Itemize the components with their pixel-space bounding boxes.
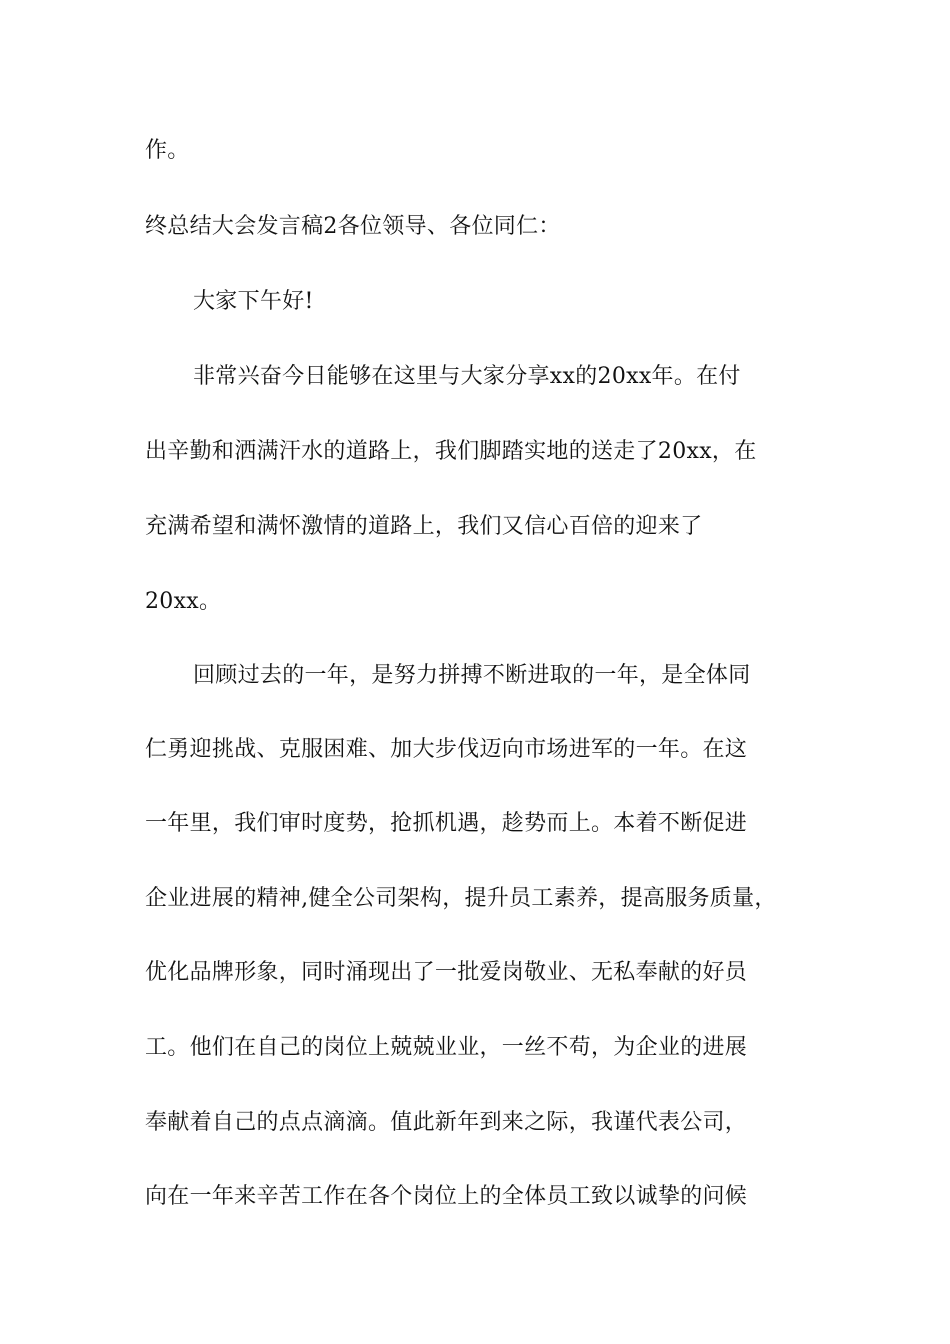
text-line-paragraph1-1: 非常兴奋今日能够在这里与大家分享xx的20xx年。在付 bbox=[193, 364, 741, 389]
text-line-paragraph2-7: 奉献着自己的点点滴滴。值此新年到来之际，我谨代表公司， bbox=[145, 1110, 748, 1135]
text-line-paragraph2-1: 回顾过去的一年，是努力拼搏不断进取的一年，是全体同 bbox=[193, 663, 751, 688]
text-line-paragraph2-5: 优化品牌形象，同时涌现出了一批爱岗敬业、无私奉献的好员 bbox=[145, 960, 748, 985]
text-line-paragraph2-3: 一年里，我们审时度势，抢抓机遇，趁势而上。本着不断促进 bbox=[145, 811, 748, 836]
text-line-greeting: 大家下午好! bbox=[193, 289, 314, 314]
text-line-paragraph2-2: 仁勇迎挑战、克服困难、加大步伐迈向市场进军的一年。在这 bbox=[145, 737, 748, 762]
text-line-paragraph2-6: 工。他们在自己的岗位上兢兢业业，一丝不苟，为企业的进展 bbox=[145, 1035, 748, 1060]
text-line-heading: 终总结大会发言稿2各位领导、各位同仁： bbox=[145, 214, 561, 239]
text-line-paragraph1-3: 充满希望和满怀激情的道路上，我们又信心百倍的迎来了 bbox=[145, 514, 703, 539]
text-line-paragraph2-8: 向在一年来辛苦工作在各个岗位上的全体员工致以诚挚的问候 bbox=[145, 1184, 748, 1209]
text-line-paragraph2-4: 企业进展的精神,健全公司架构，提升员工素养，提高服务质量， bbox=[145, 886, 777, 911]
text-line-paragraph1-2: 出辛勤和洒满汗水的道路上，我们脚踏实地的送走了20xx，在 bbox=[145, 439, 757, 464]
text-line-paragraph1-4: 20xx。 bbox=[145, 589, 222, 614]
text-line-continuation: 作。 bbox=[145, 138, 190, 163]
